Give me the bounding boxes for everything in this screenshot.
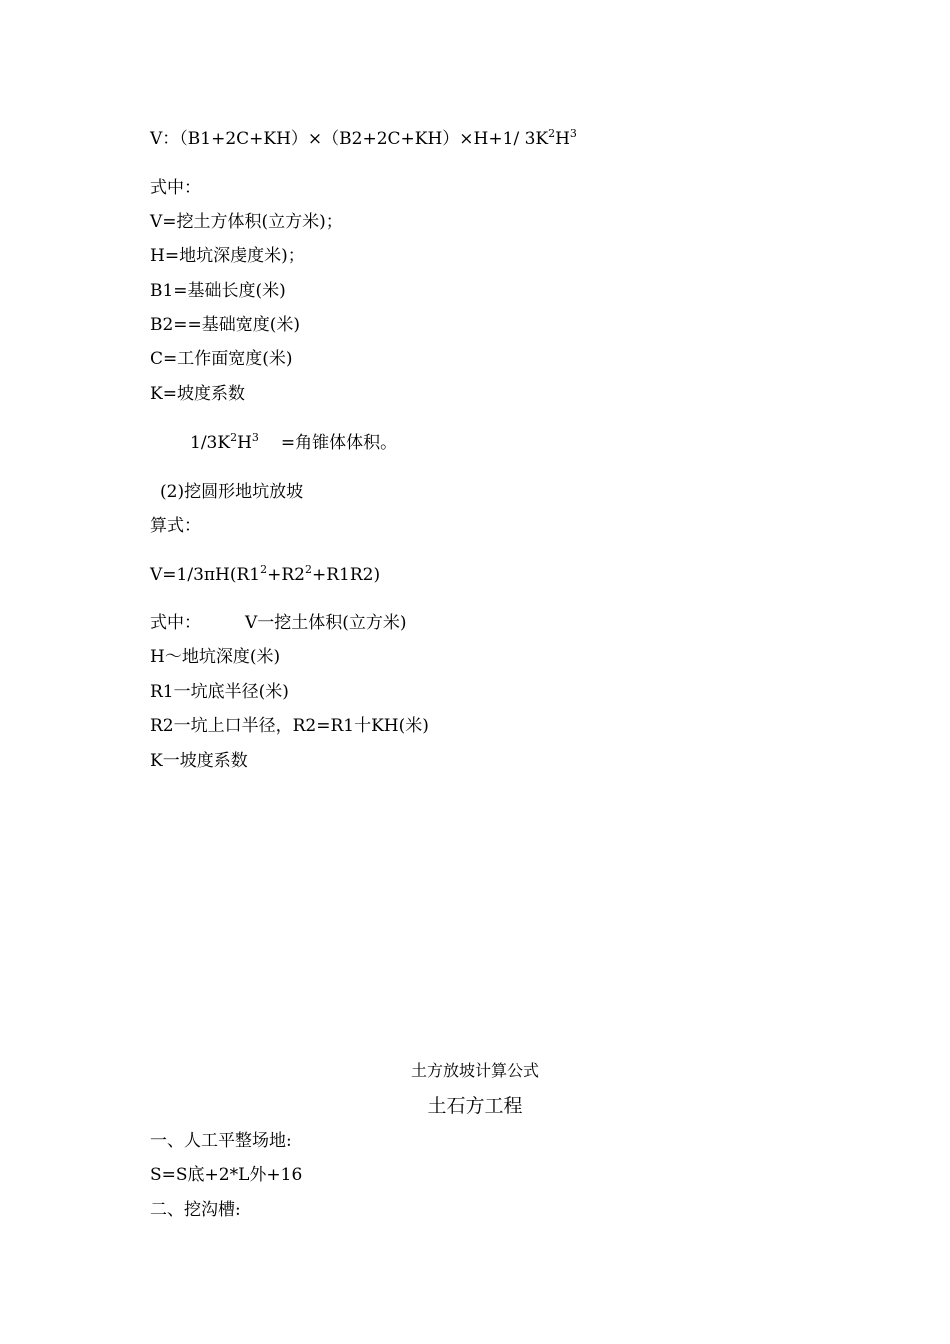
definition-line: C=工作面宽度(米): [150, 349, 293, 369]
definition-line: H～地坑深度(米): [150, 647, 281, 667]
definition-line: R1一坑底半径(米): [150, 682, 289, 702]
definition-line: B2==基础宽度(米): [150, 315, 301, 335]
definition-line: B1=基础长度(米): [150, 281, 286, 301]
item-heading: 一、人工平整场地:: [150, 1131, 292, 1151]
formula-circular-pit: $V=1/3\pi H(R1^2+R2^2+R1R2)$: [150, 563, 381, 585]
document-title: 土方放坡计算公式: [410, 1061, 539, 1080]
definition-line: V=挖土方体积(立方米)；: [150, 212, 343, 232]
definition-line: K一坡度系数: [150, 751, 248, 771]
formula-area: S=S底+2*L外+16: [150, 1165, 303, 1185]
definition-line: H=地坑深虔度米)；: [150, 246, 305, 266]
where-label: 式中：: [150, 178, 201, 198]
section-heading-circular-pit: (2)挖圆形地坑放坡: [160, 482, 304, 502]
formula-trapezoid-pit: V：（B1+2C+KH）×（B2+2C+KH）×H+1/ $3K^2H^3$: [150, 127, 577, 149]
definition-line: K=坡度系数: [150, 384, 245, 404]
calc-label: 算式：: [150, 516, 201, 536]
section-title: 土石方工程: [427, 1095, 523, 1117]
cone-volume-line: $1/3K^2H^3$ =角锥体体积。: [190, 431, 398, 453]
where-line: 式中： V一挖土体积(立方米): [150, 613, 407, 633]
item-heading: 二、挖沟槽:: [150, 1200, 241, 1220]
definition-line: R2一坑上口半径，R2=R1十KH(米): [150, 716, 429, 736]
